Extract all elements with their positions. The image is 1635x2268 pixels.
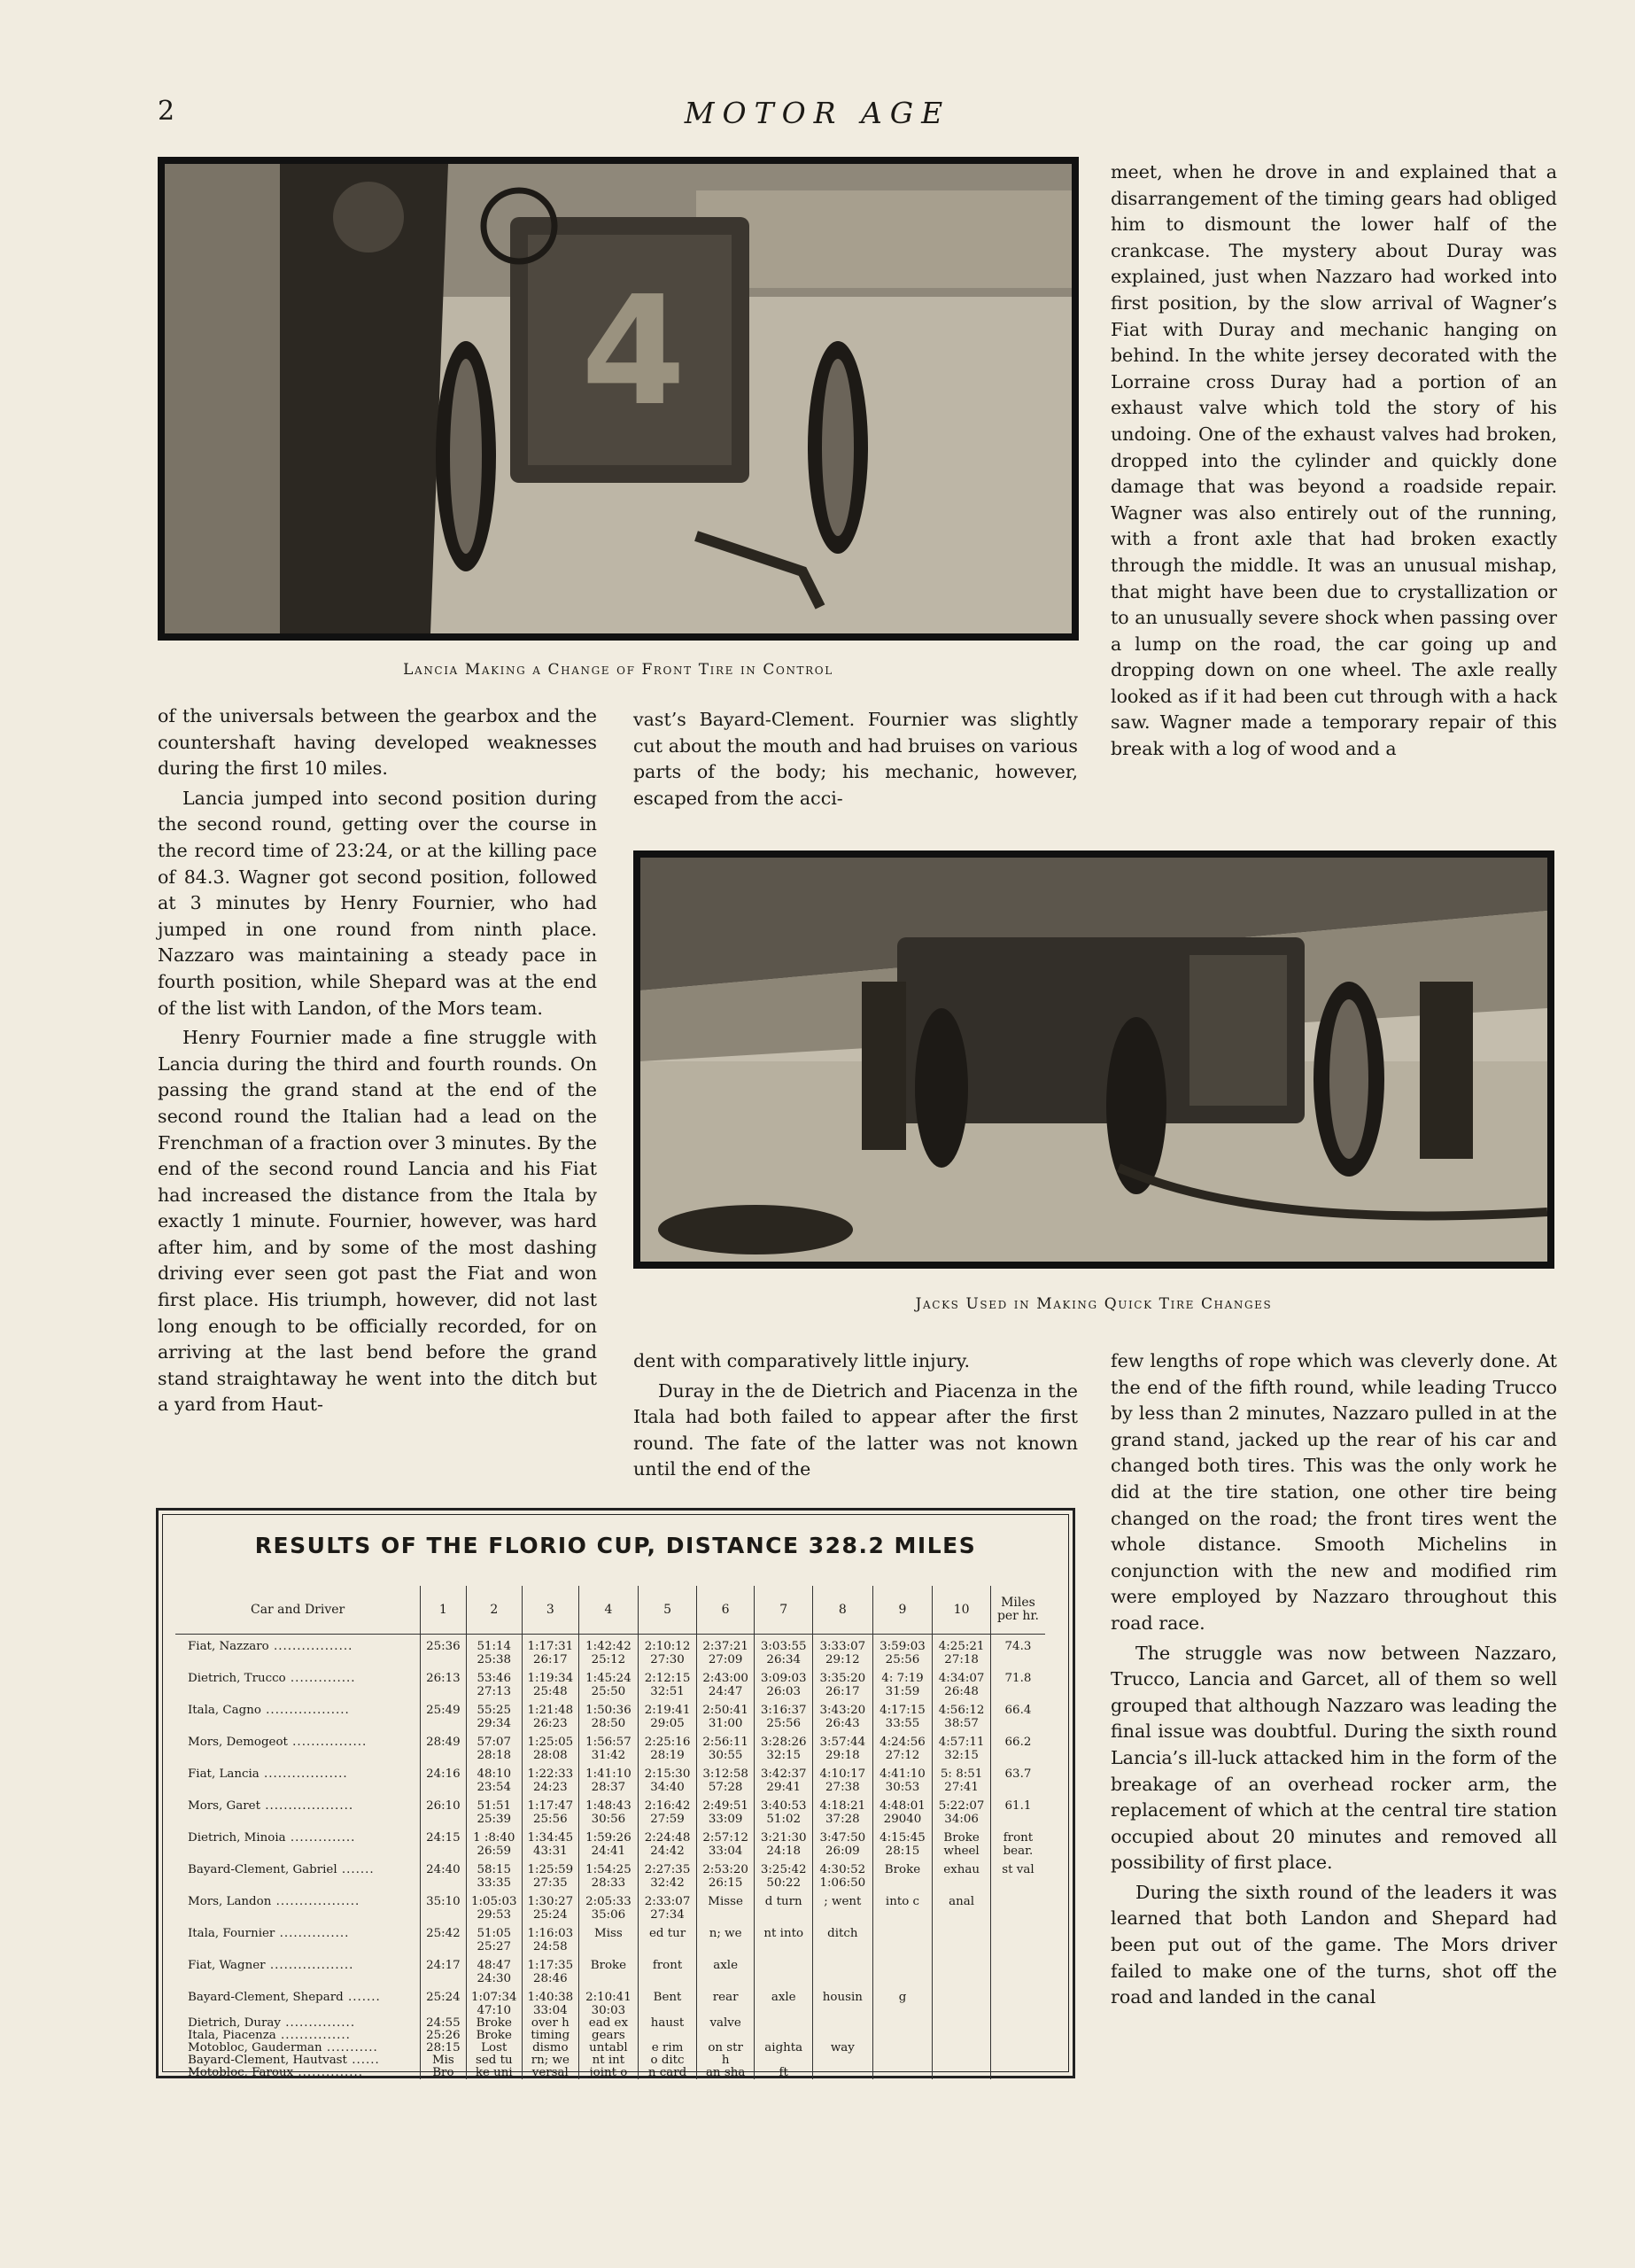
time-cell: into c bbox=[872, 1890, 933, 1922]
time-cell: 1:54:25 28:33 bbox=[578, 1858, 639, 1890]
time-cell: 63.7 bbox=[990, 1762, 1045, 1794]
time-cell: front bear. bbox=[990, 1826, 1045, 1858]
time-cell: 74.3 bbox=[990, 1635, 1045, 1667]
time-cell bbox=[933, 2017, 991, 2030]
time-cell: 25:42 bbox=[421, 1922, 466, 1953]
results-table-body bbox=[175, 1635, 1045, 2080]
table-row bbox=[175, 2017, 1045, 2030]
driver-cell: Dietrich, Minoia .............. bbox=[188, 1831, 356, 1845]
time-cell: exhau bbox=[933, 1858, 991, 1890]
time-cell: 24:40 bbox=[421, 1858, 466, 1890]
time-cell bbox=[872, 2054, 933, 2067]
time-cell bbox=[872, 2017, 933, 2030]
time-cell: Broke bbox=[466, 2030, 523, 2042]
time-cell: 25:36 bbox=[421, 1635, 466, 1667]
time-cell: 35:10 bbox=[421, 1890, 466, 1922]
time-cell bbox=[872, 1953, 933, 1985]
time-cell: haust bbox=[639, 2017, 697, 2030]
table-row bbox=[175, 2042, 1045, 2054]
time-cell: 24:16 bbox=[421, 1762, 466, 1794]
time-cell bbox=[755, 2030, 813, 2042]
driver-cell: Motobloc, Faroux .............. bbox=[188, 2067, 364, 2079]
time-cell: 4:41:10 30:53 bbox=[872, 1762, 933, 1794]
column-header: 7 bbox=[755, 1586, 813, 1635]
time-cell bbox=[990, 2030, 1045, 2042]
time-cell: 2:53:20 26:15 bbox=[696, 1858, 755, 1890]
time-cell: 24:17 bbox=[421, 1953, 466, 1985]
driver-cell: Bayard-Clement, Gabriel ....... bbox=[188, 1863, 375, 1876]
column-header: Miles per hr. bbox=[990, 1586, 1045, 1635]
time-cell: 1:05:03 29:53 bbox=[466, 1890, 523, 1922]
column-header: 8 bbox=[813, 1586, 873, 1635]
paragraph: vast’s Bayard-Clement. Fournier was slightly cut about the mouth and had bruises on various parts of the body; his mechanic, however, escaped from the acci- bbox=[633, 709, 1078, 809]
driver-cell: Fiat, Nazzaro ................. bbox=[188, 1640, 353, 1653]
time-cell bbox=[990, 1985, 1045, 2017]
time-cell bbox=[990, 1953, 1045, 1985]
paragraph: few lengths of rope which was cleverly done. At the end of the fifth round, while leading Trucco by less than 2 minutes, Nazzaro pulled in at the grand stand, jacked up the rear of his car and changed both tires. This was the only work he did at the tire station, one other tire being changed on the road; the front tires went the whole distance. Smooth Michelins in conjunction with the new and modified rim were employed by Nazzaro throughout this road race. bbox=[1111, 1350, 1557, 1634]
time-cell bbox=[933, 1985, 991, 2017]
time-cell: 3:12:58 57:28 bbox=[696, 1762, 755, 1794]
time-cell bbox=[639, 2030, 697, 2042]
time-cell: 4:17:15 33:55 bbox=[872, 1698, 933, 1730]
driver-cell: Dietrich, Trucco .............. bbox=[188, 1672, 356, 1685]
time-cell: o ditc bbox=[639, 2054, 697, 2067]
time-cell: 71.8 bbox=[990, 1666, 1045, 1698]
time-cell: 3:33:07 29:12 bbox=[813, 1635, 873, 1667]
column-3-upper-text bbox=[1111, 159, 1557, 763]
column-header: 10 bbox=[933, 1586, 991, 1635]
driver-cell: Fiat, Wagner .................. bbox=[188, 1959, 354, 1972]
time-cell: 3:21:30 24:18 bbox=[755, 1826, 813, 1858]
time-cell: Misse bbox=[696, 1890, 755, 1922]
time-cell: 1:50:36 28:50 bbox=[578, 1698, 639, 1730]
time-cell bbox=[872, 2042, 933, 2054]
time-cell: aighta bbox=[755, 2042, 813, 2054]
time-cell: 2:33:07 27:34 bbox=[639, 1890, 697, 1922]
column-header: 1 bbox=[421, 1586, 466, 1635]
time-cell: 1:59:26 24:41 bbox=[578, 1826, 639, 1858]
paragraph: meet, when he drove in and explained that a disarrangement of the timing gears had obliged him to dismount the lower half of the crankcase. The mystery about Duray was explained, just when Nazzaro had worked into first position, by the slow arrival of Wagner’s Fiat with Duray and mechanic hanging on behind. In the white jersey decorated with the Lorraine cross Duray had a portion of an exhaust valve which told the story of his undoing. One of the exhaust valves had broken, dropped into the cylinder and quickly done damage that was beyond a roadside repair. Wagner was also entirely out of the running, with a front axle that had broken exactly through the middle. It was an unusual mishap, that might have been due to crystallization or to an unusually severe shock when passing over a lump on the road, the car going up and dropping down on one wheel. The axle really looked as if it had been cut through with a hack saw. Wagner made a temporary repair of this break with a log of wood and a bbox=[1111, 161, 1557, 760]
driver-cell: Mors, Landon .................. bbox=[188, 1895, 360, 1908]
time-cell: 4:18:21 37:28 bbox=[813, 1794, 873, 1826]
time-cell bbox=[813, 1953, 873, 1985]
column-header: 5 bbox=[639, 1586, 697, 1635]
table-row bbox=[175, 1858, 1045, 1890]
time-cell: 4:56:12 38:57 bbox=[933, 1698, 991, 1730]
time-cell: 61.1 bbox=[990, 1794, 1045, 1826]
time-cell: ead ex bbox=[578, 2017, 639, 2030]
time-cell: 4:25:21 27:18 bbox=[933, 1635, 991, 1667]
time-cell: 1:07:34 47:10 bbox=[466, 1985, 523, 2017]
column-3-lower-text bbox=[1111, 1348, 1557, 2011]
table-row bbox=[175, 1826, 1045, 1858]
time-cell: 4:34:07 26:48 bbox=[933, 1666, 991, 1698]
time-cell: 4:15:45 28:15 bbox=[872, 1826, 933, 1858]
time-cell: 4:57:11 32:15 bbox=[933, 1730, 991, 1762]
time-cell: 1:16:03 24:58 bbox=[523, 1922, 579, 1953]
time-cell: 66.2 bbox=[990, 1730, 1045, 1762]
time-cell: 51:05 25:27 bbox=[466, 1922, 523, 1953]
time-cell: 26:13 bbox=[421, 1666, 466, 1698]
time-cell: 3:43:20 26:43 bbox=[813, 1698, 873, 1730]
time-cell: ; went bbox=[813, 1890, 873, 1922]
column-header: 4 bbox=[578, 1586, 639, 1635]
time-cell bbox=[990, 2017, 1045, 2030]
driver-cell: Dietrich, Duray ............... bbox=[188, 2017, 356, 2030]
time-cell: 5: 8:51 27:41 bbox=[933, 1762, 991, 1794]
time-cell: versal bbox=[523, 2067, 579, 2079]
time-cell: Bent bbox=[639, 1985, 697, 2017]
results-title: RESULTS OF THE FLORIO CUP, DISTANCE 328.2 MILES bbox=[254, 1533, 977, 1558]
time-cell: Miss bbox=[578, 1922, 639, 1953]
time-cell: rn; we bbox=[523, 2054, 579, 2067]
time-cell: 24:55 bbox=[421, 2017, 466, 2030]
paragraph: Lancia jumped into second position during the second round, getting over the course in the record time of 23:24, or at the killing pace of 84.3. Wagner got second position, followed at 3 minutes by Henry Fournier, who had jumped in one round from ninth place. Nazzaro was maintaining a steady pace in fourth position, while Shepard was at the end of the list with Landon, of the Mors team. bbox=[158, 787, 597, 1019]
column-2-lower-text bbox=[633, 1348, 1078, 1483]
time-cell: 1:17:35 28:46 bbox=[523, 1953, 579, 1985]
time-cell: 4:24:56 27:12 bbox=[872, 1730, 933, 1762]
time-cell bbox=[813, 2017, 873, 2030]
time-cell: h bbox=[696, 2054, 755, 2067]
time-cell: gears bbox=[578, 2030, 639, 2042]
time-cell: 3:42:37 29:41 bbox=[755, 1762, 813, 1794]
time-cell: 1:21:48 26:23 bbox=[523, 1698, 579, 1730]
time-cell: 2:15:30 34:40 bbox=[639, 1762, 697, 1794]
time-cell: n card bbox=[639, 2067, 697, 2079]
time-cell bbox=[990, 2054, 1045, 2067]
results-table-frame bbox=[162, 1514, 1069, 2079]
time-cell bbox=[755, 2017, 813, 2030]
page-number: 2 bbox=[158, 96, 175, 127]
time-cell: 1:17:47 25:56 bbox=[523, 1794, 579, 1826]
photo-jacks-tire-changes bbox=[633, 850, 1554, 1269]
driver-cell: Itala, Fournier ............... bbox=[188, 1927, 350, 1940]
time-cell: anal bbox=[933, 1890, 991, 1922]
time-cell: 3:35:20 26:17 bbox=[813, 1666, 873, 1698]
time-cell: Bro bbox=[421, 2067, 466, 2079]
time-cell bbox=[755, 2054, 813, 2067]
driver-cell: Mors, Demogeot ................ bbox=[188, 1736, 368, 1749]
time-cell: ed tur bbox=[639, 1922, 697, 1953]
time-cell: valve bbox=[696, 2017, 755, 2030]
time-cell: 1:17:31 26:17 bbox=[523, 1635, 579, 1667]
table-row bbox=[175, 2054, 1045, 2067]
paragraph: Henry Fournier made a fine struggle with Lancia during the third and fourth rounds. On passing the grand stand at the end of the second round the Italian had a lead on the Frenchman of a fraction over 3 minutes. By the end of the second round Lancia and his Fiat had increased the distance from the Itala by exactly 1 minute. Fournier, however, was hard after him, and by some of the most dashing driving ever seen got past the Fiat and won first place. His triumph, however, did not last long enough to be officially recorded, for on arriving at the last bend before the grand stand straightaway he went into the ditch but a yard from Haut- bbox=[158, 1027, 597, 1416]
photo-illustration bbox=[640, 858, 1547, 1262]
time-cell: housin bbox=[813, 1985, 873, 2017]
time-cell bbox=[872, 2067, 933, 2079]
time-cell bbox=[755, 1953, 813, 1985]
table-row bbox=[175, 1635, 1045, 1667]
time-cell: Broke bbox=[872, 1858, 933, 1890]
time-cell: 28:49 bbox=[421, 1730, 466, 1762]
results-table-box bbox=[156, 1508, 1075, 2078]
time-cell: 3:25:42 50:22 bbox=[755, 1858, 813, 1890]
time-cell bbox=[933, 2067, 991, 2079]
time-cell: 1:40:38 33:04 bbox=[523, 1985, 579, 2017]
time-cell: 2:27:35 32:42 bbox=[639, 1858, 697, 1890]
time-cell: 1:42:42 25:12 bbox=[578, 1635, 639, 1667]
time-cell: 1:56:57 31:42 bbox=[578, 1730, 639, 1762]
time-cell bbox=[933, 1953, 991, 1985]
time-cell: 2:05:33 35:06 bbox=[578, 1890, 639, 1922]
time-cell: an sha bbox=[696, 2067, 755, 2079]
driver-cell: Bayard-Clement, Hautvast ...... bbox=[188, 2054, 380, 2067]
time-cell bbox=[990, 1890, 1045, 1922]
time-cell: 3:16:37 25:56 bbox=[755, 1698, 813, 1730]
time-cell: 2:37:21 27:09 bbox=[696, 1635, 755, 1667]
time-cell: 5:22:07 34:06 bbox=[933, 1794, 991, 1826]
time-cell: st val bbox=[990, 1858, 1045, 1890]
time-cell: 2:50:41 31:00 bbox=[696, 1698, 755, 1730]
time-cell: joint o bbox=[578, 2067, 639, 2079]
time-cell bbox=[933, 1922, 991, 1953]
time-cell: dismo bbox=[523, 2042, 579, 2054]
table-row bbox=[175, 1890, 1045, 1922]
time-cell: timing bbox=[523, 2030, 579, 2042]
time-cell: nt int bbox=[578, 2054, 639, 2067]
time-cell: 3:03:55 26:34 bbox=[755, 1635, 813, 1667]
time-cell: Lost bbox=[466, 2042, 523, 2054]
time-cell: 48:47 24:30 bbox=[466, 1953, 523, 1985]
table-row bbox=[175, 2067, 1045, 2079]
time-cell: 2:10:41 30:03 bbox=[578, 1985, 639, 2017]
time-cell: ft bbox=[755, 2067, 813, 2079]
table-row bbox=[175, 1985, 1045, 2017]
time-cell: 2:56:11 30:55 bbox=[696, 1730, 755, 1762]
time-cell: 1:34:45 43:31 bbox=[523, 1826, 579, 1858]
time-cell: 2:10:12 27:30 bbox=[639, 1635, 697, 1667]
time-cell: 1:48:43 30:56 bbox=[578, 1794, 639, 1826]
time-cell: axle bbox=[755, 1985, 813, 2017]
column-2-upper-text bbox=[633, 707, 1078, 812]
time-cell: 24:15 bbox=[421, 1826, 466, 1858]
paragraph: During the sixth round of the leaders it was learned that both Landon and Shepard had been put out of the game. The Mors driver failed to make one of the turns, shot off the road and landed in the canal bbox=[1111, 1881, 1557, 2008]
photo-lancia-tire-change bbox=[158, 157, 1079, 641]
caption-top-photo: Lancia Making a Change of Front Tire in Control bbox=[403, 661, 833, 679]
time-cell bbox=[813, 2054, 873, 2067]
column-header: Car and Driver bbox=[175, 1586, 421, 1635]
time-cell: 1:30:27 25:24 bbox=[523, 1890, 579, 1922]
table-row bbox=[175, 1666, 1045, 1698]
driver-cell: Fiat, Lancia .................. bbox=[188, 1767, 348, 1781]
time-cell: 1:22:33 24:23 bbox=[523, 1762, 579, 1794]
time-cell: over h bbox=[523, 2017, 579, 2030]
caption-middle-photo: Jacks Used in Making Quick Tire Changes bbox=[915, 1295, 1273, 1313]
driver-cell: Itala, Piacenza ............... bbox=[188, 2030, 351, 2042]
time-cell bbox=[990, 2067, 1045, 2079]
time-cell: 2:19:41 29:05 bbox=[639, 1698, 697, 1730]
column-header: 9 bbox=[872, 1586, 933, 1635]
time-cell: 3:59:03 25:56 bbox=[872, 1635, 933, 1667]
driver-cell: Itala, Cagno .................. bbox=[188, 1704, 350, 1717]
table-row bbox=[175, 1953, 1045, 1985]
time-cell: 4:10:17 27:38 bbox=[813, 1762, 873, 1794]
time-cell: 2:24:48 24:42 bbox=[639, 1826, 697, 1858]
svg-text:4: 4 bbox=[581, 264, 686, 439]
time-cell: 57:07 28:18 bbox=[466, 1730, 523, 1762]
time-cell: sed tu bbox=[466, 2054, 523, 2067]
time-cell: 3:09:03 26:03 bbox=[755, 1666, 813, 1698]
table-row bbox=[175, 1794, 1045, 1826]
time-cell: 3:57:44 29:18 bbox=[813, 1730, 873, 1762]
time-cell: Broke wheel bbox=[933, 1826, 991, 1858]
time-cell: 2:25:16 28:19 bbox=[639, 1730, 697, 1762]
table-row bbox=[175, 1922, 1045, 1953]
time-cell bbox=[696, 2030, 755, 2042]
time-cell: 25:26 bbox=[421, 2030, 466, 2042]
time-cell: ke uni bbox=[466, 2067, 523, 2079]
time-cell: 1:45:24 25:50 bbox=[578, 1666, 639, 1698]
running-head: MOTOR AGE bbox=[684, 96, 951, 130]
time-cell: 4: 7:19 31:59 bbox=[872, 1666, 933, 1698]
time-cell: 3:40:53 51:02 bbox=[755, 1794, 813, 1826]
time-cell: 1:25:59 27:35 bbox=[523, 1858, 579, 1890]
table-row bbox=[175, 1698, 1045, 1730]
time-cell: axle bbox=[696, 1953, 755, 1985]
time-cell: 58:15 33:35 bbox=[466, 1858, 523, 1890]
time-cell: untabl bbox=[578, 2042, 639, 2054]
time-cell: 2:12:15 32:51 bbox=[639, 1666, 697, 1698]
time-cell: 2:57:12 33:04 bbox=[696, 1826, 755, 1858]
time-cell: 2:43:00 24:47 bbox=[696, 1666, 755, 1698]
time-cell: d turn bbox=[755, 1890, 813, 1922]
time-cell: g bbox=[872, 1985, 933, 2017]
header-row bbox=[175, 1586, 1045, 1635]
column-header: 3 bbox=[523, 1586, 579, 1635]
results-table-header bbox=[175, 1586, 1045, 1635]
time-cell: 4:30:52 1:06:50 bbox=[813, 1858, 873, 1890]
time-cell: 25:24 bbox=[421, 1985, 466, 2017]
time-cell: e rim bbox=[639, 2042, 697, 2054]
time-cell: 2:16:42 27:59 bbox=[639, 1794, 697, 1826]
time-cell: ditch bbox=[813, 1922, 873, 1953]
time-cell: on str bbox=[696, 2042, 755, 2054]
time-cell: 66.4 bbox=[990, 1698, 1045, 1730]
time-cell: nt into bbox=[755, 1922, 813, 1953]
time-cell: 51:14 25:38 bbox=[466, 1635, 523, 1667]
time-cell bbox=[990, 2042, 1045, 2054]
driver-cell: Bayard-Clement, Shepard ....... bbox=[188, 1991, 381, 2004]
column-1-text bbox=[158, 703, 597, 1418]
time-cell bbox=[872, 2030, 933, 2042]
time-cell bbox=[933, 2030, 991, 2042]
time-cell: Broke bbox=[578, 1953, 639, 1985]
time-cell bbox=[990, 1922, 1045, 1953]
time-cell: 1:19:34 25:48 bbox=[523, 1666, 579, 1698]
paragraph: The struggle was now between Nazzaro, Trucco, Lancia and Garcet, all of them so well grouped that although Nazzaro was leading the final issue was doubtful. During the sixth round Lancia’s ill-luck attacked him in the form of the breakage of an overhead rocker arm, the replacement of which at the central tire station occupied about 20 minutes and removed all possibility of first place. bbox=[1111, 1642, 1557, 1874]
time-cell bbox=[813, 2030, 873, 2042]
time-cell: front bbox=[639, 1953, 697, 1985]
time-cell: 1:41:10 28:37 bbox=[578, 1762, 639, 1794]
time-cell: rear bbox=[696, 1985, 755, 2017]
time-cell: 26:10 bbox=[421, 1794, 466, 1826]
time-cell: 28:15 bbox=[421, 2042, 466, 2054]
time-cell: 48:10 23:54 bbox=[466, 1762, 523, 1794]
table-row bbox=[175, 1762, 1045, 1794]
table-row bbox=[175, 2030, 1045, 2042]
time-cell: n; we bbox=[696, 1922, 755, 1953]
time-cell: 53:46 27:13 bbox=[466, 1666, 523, 1698]
time-cell bbox=[933, 2054, 991, 2067]
time-cell: 55:25 29:34 bbox=[466, 1698, 523, 1730]
time-cell: 3:28:26 32:15 bbox=[755, 1730, 813, 1762]
driver-cell: Mors, Garet ................... bbox=[188, 1799, 354, 1813]
table-row bbox=[175, 1730, 1045, 1762]
column-header: 6 bbox=[696, 1586, 755, 1635]
time-cell bbox=[872, 1922, 933, 1953]
results-table bbox=[175, 1586, 1045, 2079]
column-header: 2 bbox=[466, 1586, 523, 1635]
time-cell: 3:47:50 26:09 bbox=[813, 1826, 873, 1858]
time-cell: way bbox=[813, 2042, 873, 2054]
time-cell: Broke bbox=[466, 2017, 523, 2030]
time-cell bbox=[933, 2042, 991, 2054]
time-cell: 1 :8:40 26:59 bbox=[466, 1826, 523, 1858]
photo-illustration bbox=[165, 164, 1072, 633]
time-cell: 2:49:51 33:09 bbox=[696, 1794, 755, 1826]
time-cell: 25:49 bbox=[421, 1698, 466, 1730]
paragraph: of the universals between the gearbox and the countershaft having developed weaknesses during the first 10 miles. bbox=[158, 705, 597, 780]
time-cell: Mis bbox=[421, 2054, 466, 2067]
driver-cell: Motobloc, Gauderman ........... bbox=[188, 2042, 378, 2054]
time-cell: 4:48:01 29040 bbox=[872, 1794, 933, 1826]
paragraph: Duray in the de Dietrich and Piacenza in the Itala had both failed to appear after the first round. The fate of the latter was not known until the end of the bbox=[633, 1379, 1078, 1480]
time-cell: 1:25:05 28:08 bbox=[523, 1730, 579, 1762]
time-cell: 51:51 25:39 bbox=[466, 1794, 523, 1826]
paragraph: dent with comparatively little injury. bbox=[633, 1350, 971, 1371]
time-cell bbox=[813, 2067, 873, 2079]
